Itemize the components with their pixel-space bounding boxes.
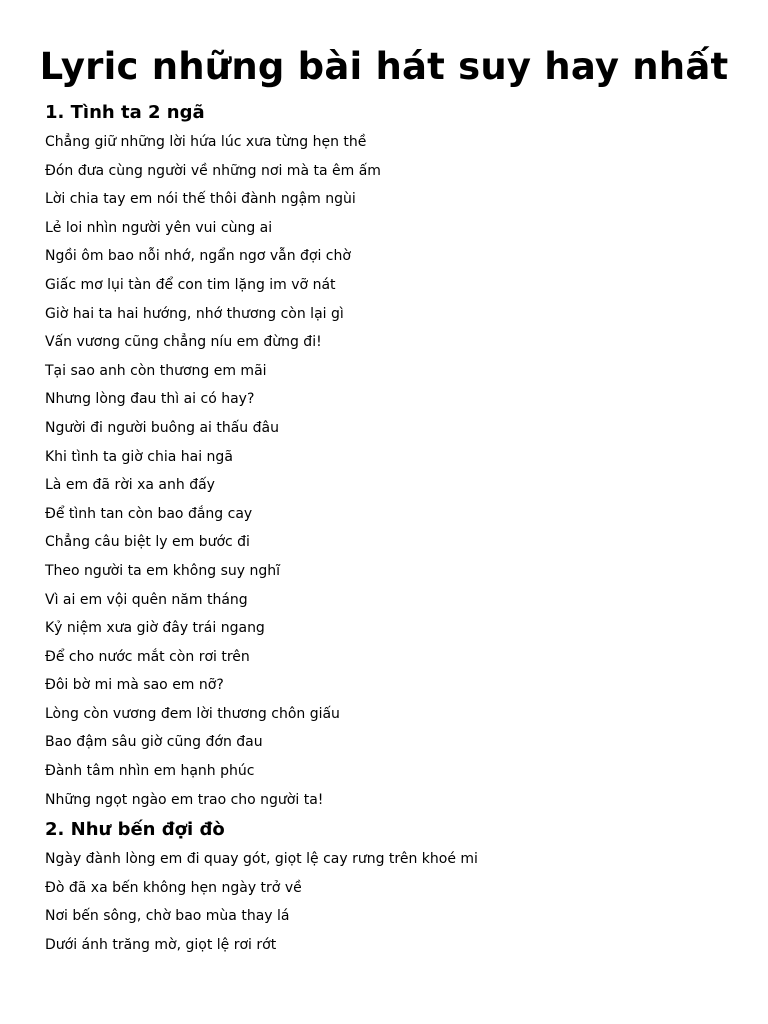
lyric-line: Lòng còn vương đem lời thương chôn giấu (45, 705, 340, 722)
lyric-line: Nhưng lòng đau thì ai có hay? (45, 391, 255, 408)
lyric-line: Ngồi ôm bao nỗi nhớ, ngẩn ngơ vẫn đợi chờ (45, 248, 351, 265)
lyric-line: Ngày đành lòng em đi quay gót, giọt lệ cay rưng trên khoé mi (45, 851, 478, 867)
page-title: Lyric những bài hát suy hay nhất (39, 45, 729, 88)
lyric-line: Khi tình ta giờ chia hai ngã (45, 448, 233, 465)
lyric-line: Tại sao anh còn thương em mãi (45, 362, 267, 379)
song-section-2 (45, 817, 745, 959)
lyric-line: Chẳng giữ những lời hứa lúc xưa từng hẹn thề (45, 134, 367, 150)
lyric-line: Chẳng câu biệt ly em bước đi (45, 534, 250, 551)
lyric-line: Đò đã xa bến không hẹn ngày trở về (45, 879, 302, 896)
lyric-line: Bao đậm sâu giờ cũng đớn đau (45, 734, 263, 751)
lyric-line: Giấc mơ lụi tàn để con tim lặng im vỡ nát (45, 276, 336, 293)
lyric-line: Người đi người buông ai thấu đâu (45, 419, 279, 436)
lyric-line: Những ngọt ngào em trao cho người ta! (45, 791, 324, 808)
lyric-line: Giờ hai ta hai hướng, nhớ thương còn lại gì (45, 305, 344, 322)
lyric-line: Là em đã rời xa anh đấy (45, 477, 215, 494)
lyric-line: Lẻ loi nhìn người yên vui cùng ai (45, 219, 273, 236)
lyric-line: Để tình tan còn bao đắng cay (45, 505, 253, 522)
lyric-list-2 (45, 845, 745, 959)
song-heading-2: 2. Như bến đợi đò (45, 819, 225, 840)
song-section-1 (45, 100, 745, 814)
lyric-list-1 (45, 128, 745, 814)
lyric-line: Đón đưa cùng người về những nơi mà ta êm ấm (45, 162, 381, 179)
lyric-line: Vì ai em vội quên năm tháng (45, 591, 248, 608)
lyric-line: Đành tâm nhìn em hạnh phúc (45, 763, 255, 780)
lyric-line: Đôi bờ mi mà sao em nỡ? (45, 677, 224, 694)
lyric-line: Vấn vương cũng chẳng níu em đừng đi! (45, 334, 322, 351)
lyric-line: Dưới ánh trăng mờ, giọt lệ rơi rớt (45, 936, 277, 953)
lyric-line: Lời chia tay em nói thế thôi đành ngậm ngùi (45, 191, 356, 208)
lyric-line: Theo người ta em không suy nghĩ (45, 562, 280, 579)
lyric-line: Nơi bến sông, chờ bao mùa thay lá (45, 908, 290, 925)
lyric-line: Kỷ niệm xưa giờ đây trái ngang (45, 620, 265, 637)
lyric-line: Để cho nước mắt còn rơi trên (45, 648, 250, 665)
song-heading-1: 1. Tình ta 2 ngã (45, 102, 205, 123)
